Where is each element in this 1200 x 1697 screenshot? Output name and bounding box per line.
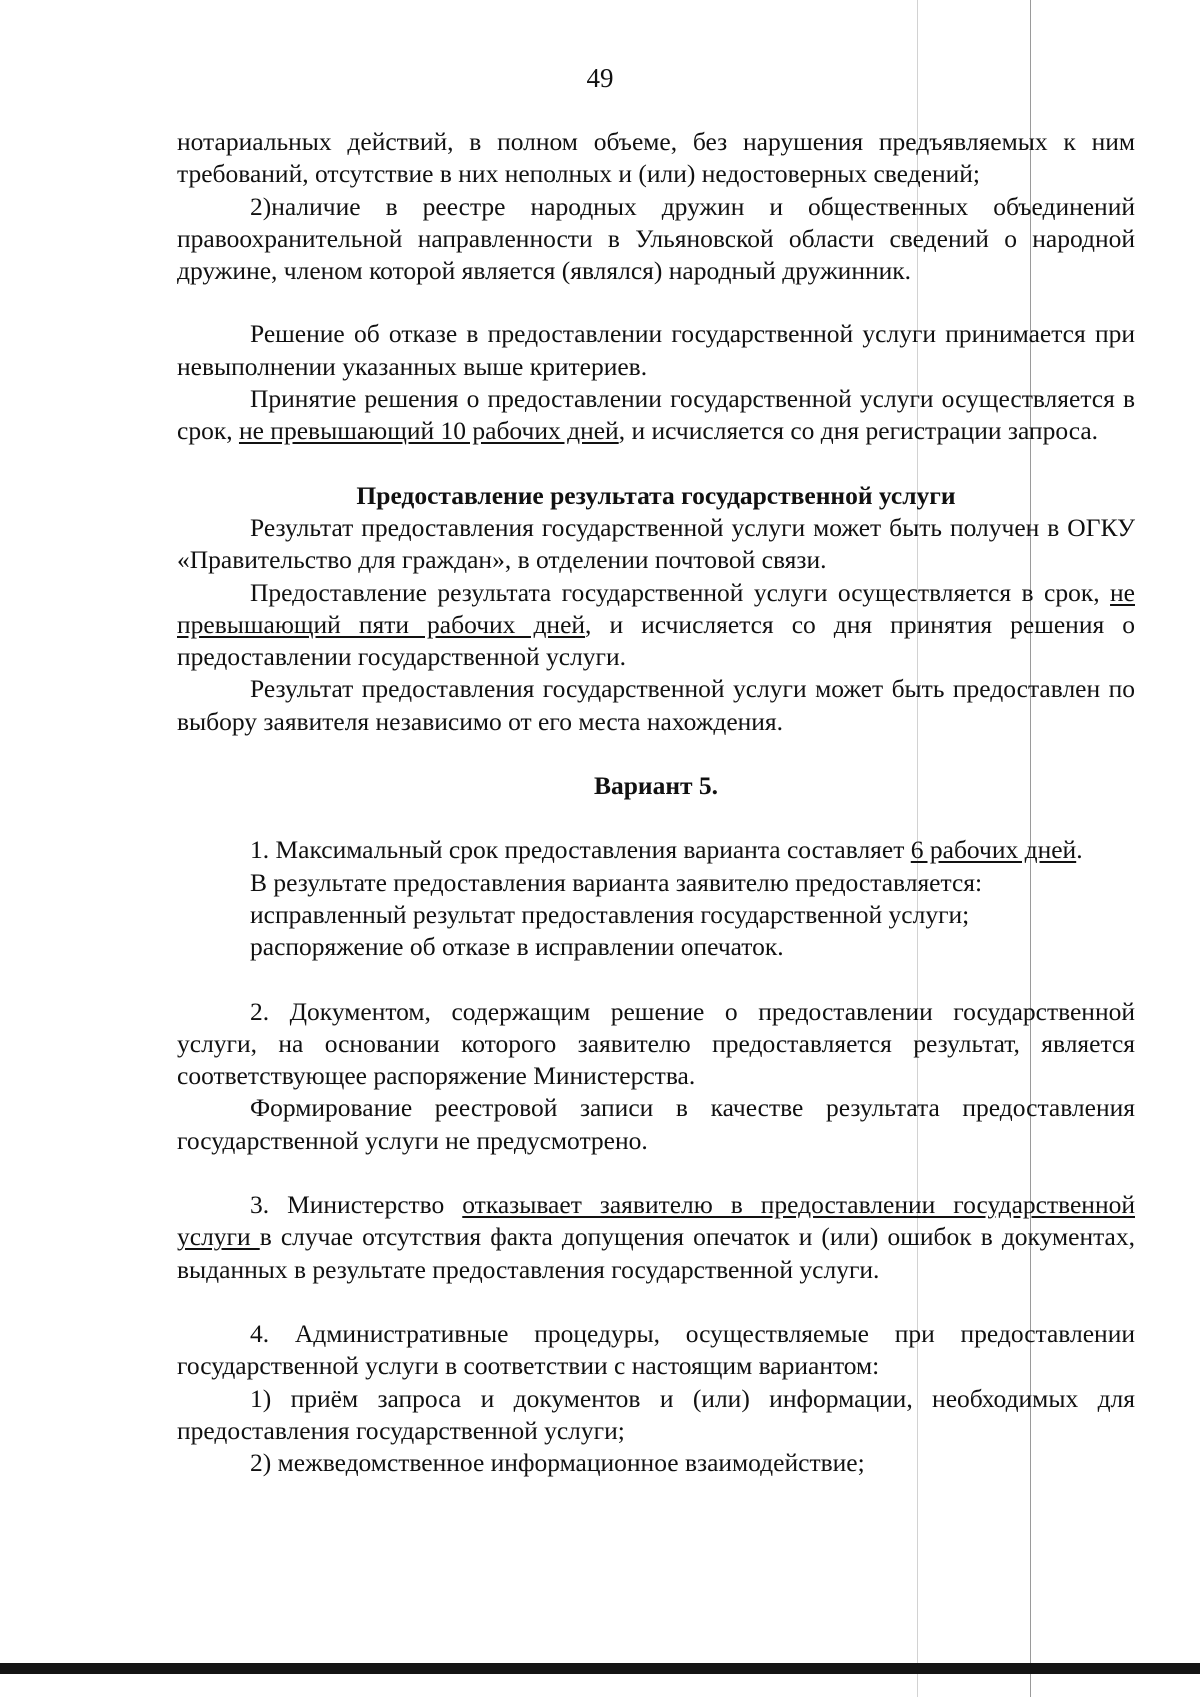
variant-item-4-sub-1: 1) приём запроса и документов и (или) информации, необходимых для предоставления государственной услуги; — [177, 1383, 1135, 1445]
variant-item-2: 2. Документом, содержащим решение о предоставлении государственной услуги, на основании которого заявителю предоставляется результат, является соответствующее распоряжение Министерства. — [177, 996, 1135, 1091]
refusal-paragraph: Решение об отказе в предоставлении государственной услуги принимается при невыполнении указанных выше критериев. — [177, 319, 1135, 381]
criteria-paragraph-2: 2)наличие в реестре народных дружин и общественных объединений правоохранительной направленности в Ульяновской области сведений о народной дружине, членом которой является (являлся) народный дружинник. — [177, 191, 1135, 286]
variant-item-3 — [177, 1189, 1135, 1286]
result-paragraph-1: Результат предоставления государственной услуги может быть получен в ОГКУ «Правительство для граждан», в отделении почтовой связи. — [177, 512, 1135, 575]
result-term-underlined: не превышающий пяти рабочих дней — [177, 577, 1135, 639]
variant-item-1-text: 1. Максимальный срок предоставления варианта составляет — [250, 835, 911, 865]
decision-term-paragraph — [177, 383, 1135, 448]
variant-item-3-text: 3. Министерство — [250, 1190, 463, 1220]
variant-result-intro: В результате предоставления варианта заявителю предоставляется: — [250, 867, 983, 897]
variant-item-4: 4. Административные процедуры, осуществляемые при предоставлении государственной услуги в соответствии с настоящим вариантом: — [177, 1318, 1135, 1381]
variant-result-item: исправленный результат предоставления государственной услуги; — [250, 899, 970, 929]
variant-item-3-underlined: отказывает заявителю в предоставлении государственной услуги — [177, 1190, 1135, 1252]
decision-term-text: Принятие решения о предоставлении государственной услуги осуществляется в срок, — [177, 384, 1135, 446]
document-body — [177, 126, 1135, 1479]
page-number: 49 — [586, 63, 614, 93]
variant-item-3-end: в случае отсутствия факта допущения опечаток и (или) ошибок в документах, выданных в результате предоставления государственной услуги. — [177, 1222, 1135, 1284]
result-paragraph-3: Результат предоставления государственной услуги может быть предоставлен по выбору заявителя независимо от его места нахождения. — [177, 674, 1135, 736]
variant-item-4-sub-2: 2) межведомственное информационное взаимодействие; — [250, 1448, 865, 1478]
registry-paragraph: Формирование реестровой записи в качестве результата предоставления государственной услуги не предусмотрено. — [177, 1093, 1135, 1155]
scan-bottom-border — [0, 1663, 1200, 1674]
decision-term-text-end: , и исчисляется со дня регистрации запроса. — [618, 416, 1099, 446]
variant-item-1-end: . — [1076, 835, 1083, 865]
result-term-text-end: , и исчисляется со дня принятия решения о предоставлении государственной услуги. — [177, 609, 1135, 672]
result-section-heading: Предоставление результата государственной услуги — [356, 480, 956, 510]
result-term-text: Предоставление результата государственной услуги осуществляется в срок, — [250, 577, 1111, 607]
result-paragraph-2 — [177, 577, 1135, 674]
decision-term-underlined: не превышающий 10 рабочих дней — [238, 416, 619, 446]
variant-item-1 — [177, 834, 1135, 866]
variant-item-1-underlined: 6 рабочих дней — [910, 835, 1077, 865]
criteria-paragraph-1: нотариальных действий, в полном объеме, без нарушения предъявляемых к ним требований, отсутствие в них неполных и (или) недостоверных сведений; — [177, 127, 1135, 189]
variant-result-item: распоряжение об отказе в исправлении опечаток. — [250, 932, 784, 962]
variant-heading: Вариант 5. — [593, 771, 719, 801]
